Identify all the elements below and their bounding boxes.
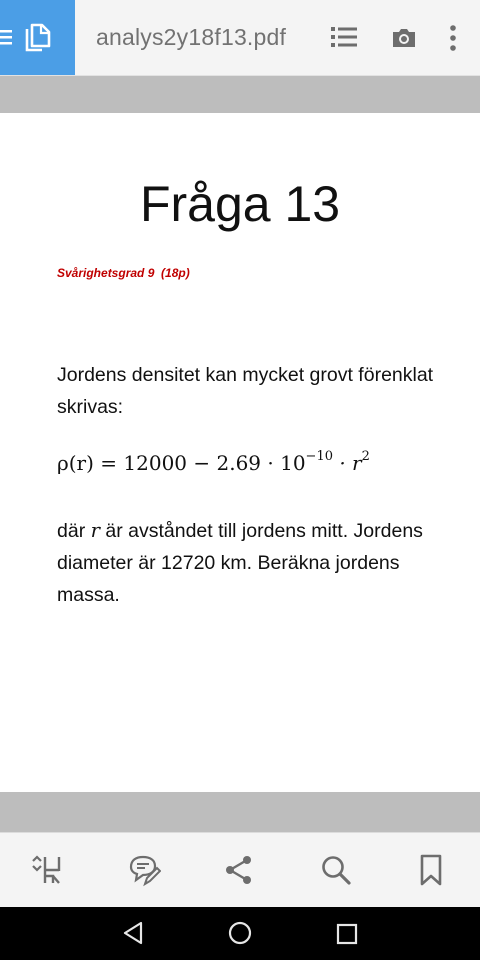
intro-text: Jordens densitet kan mycket grovt förenklat skrivas:	[57, 364, 434, 418]
problem-rest: är avståndet till jordens mitt. Jordens diameter är 12720 km. Beräkna jordens massa.	[57, 520, 423, 606]
problem-text	[57, 515, 437, 611]
pdf-page[interactable]	[0, 113, 480, 792]
documents-button[interactable]	[0, 0, 75, 75]
document-title: analys2y18f13.pdf	[96, 24, 287, 50]
camera-icon[interactable]	[391, 27, 417, 49]
search-icon[interactable]	[319, 853, 353, 887]
bottom-toolbar	[0, 832, 480, 908]
recents-icon[interactable]	[336, 923, 358, 945]
list-icon[interactable]	[331, 26, 357, 48]
formula-exponent: −10	[305, 449, 333, 465]
formula-main: ρ(r) = 12000 − 2.69 · 10	[57, 451, 306, 475]
system-navigation-bar	[0, 907, 480, 960]
density-formula	[57, 451, 370, 475]
formula-tail: · r	[332, 451, 362, 475]
app-bar	[0, 0, 480, 76]
difficulty-label: Svårighetsgrad 9 (18p)	[57, 266, 190, 280]
more-vert-icon[interactable]	[448, 25, 458, 51]
reflow-text-icon[interactable]	[29, 853, 63, 887]
problem-variable: r	[90, 519, 100, 542]
documents-icon	[24, 23, 52, 53]
page-gutter-top	[0, 76, 480, 113]
bookmark-icon[interactable]	[414, 853, 448, 887]
comment-icon[interactable]	[127, 853, 161, 887]
home-icon[interactable]	[228, 921, 252, 945]
problem-prefix: där	[57, 520, 91, 542]
formula-exponent-2: 2	[361, 449, 370, 465]
menu-icon	[0, 30, 14, 46]
page-gutter-bottom	[0, 792, 480, 832]
share-icon[interactable]	[222, 853, 256, 887]
back-icon[interactable]	[122, 921, 144, 945]
page-heading: Fråga 13	[139, 176, 341, 232]
